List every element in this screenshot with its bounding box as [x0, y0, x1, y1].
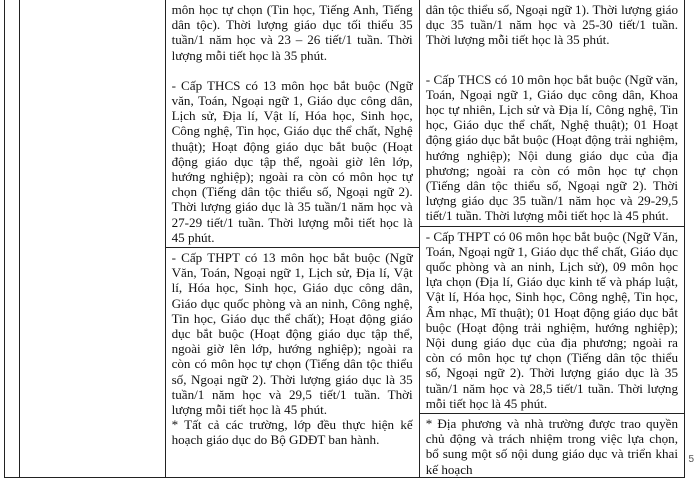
paragraph: * Địa phương và nhà trường được trao quyền chủ động và trách nhiệm trong việc lựa chọn, bổ sung một số nội dung giáo dục và triển khai kế hoạch — [425, 416, 678, 477]
category-cell — [20, 0, 165, 477]
paragraph: môn học tự chọn (Tin học, Tiếng Anh, Tiếng dân tộc). Thời lượng giáo dục tối thiểu 35 tuần/1 năm học và 23 – 26 tiết/1 tuần. Thời lượng mỗi tiết học là 35 phút. — [171, 2, 413, 63]
paragraph: - Cấp THCS có 13 môn học bắt buộc (Ngữ văn, Toán, Ngoại ngữ 1, Giáo dục công dân, Lịch sử, Địa lí, Vật lí, Hóa học, Sinh học, Công nghệ, Tin học, Giáo dục thể chất, Nghệ thuật); Hoạt động giáo dục bắt buộc (Hoạt động giáo dục tập thể, ngoài giờ lên lớp, hướng nghiệp); ngoài ra còn có môn học tự chọn (Tiếng dân tộc thiểu số, Ngoại ngữ 2). Thời lượng giáo dục là 35 tuần/1 năm học và 27-29 tiết/1 tuần. Thời lượng mỗi tiết học là 45 phút. — [171, 77, 413, 245]
index-cell — [5, 0, 20, 477]
current-program-text — [166, 0, 419, 448]
paragraph: * Tất cả các trường, lớp đều thực hiện kế hoạch giáo dục do Bộ GDĐT ban hành. — [171, 417, 413, 448]
divider — [420, 226, 684, 227]
new-program-text — [420, 0, 684, 477]
comparison-table — [4, 0, 685, 478]
divider — [166, 247, 419, 248]
paragraph: dân tộc thiểu số, Ngoại ngữ 1). Thời lượng giáo dục 35 tuần/1 năm học và 25-30 tiết/1 tuần. Thời lượng mỗi tiết học là 35 phút. — [425, 2, 678, 48]
page-number: 5 — [688, 454, 694, 465]
divider — [420, 413, 684, 414]
current-program-cell — [165, 0, 419, 477]
table-row — [5, 0, 685, 477]
paragraph: - Cấp THPT có 06 môn học bắt buộc (Ngữ Văn, Toán, Ngoại ngữ 1, Giáo dục thể chất, Giáo dục quốc phòng và an ninh, Lịch sử), 09 môn học lựa chọn (Địa lí, Giáo dục kinh tế và pháp luật, Vật lí, Hóa học, Sinh học, Công nghệ, Tin học, Âm nhạc, Mĩ thuật); 01 Hoạt động giáo dục bắt buộc (Hoạt động trải nghiệm, hướng nghiệp); Nội dung giáo dục của địa phương; ngoài ra còn có môn học tự chọn (Tiếng dân tộc thiểu số, Ngoại ngữ 2). Thời lượng giáo dục là 35 tuần/1 năm học và 28,5 tiết/1 tuần. Thời lượng mỗi tiết học là 45 phút. — [425, 228, 678, 411]
new-program-cell — [419, 0, 684, 477]
paragraph: - Cấp THPT có 13 môn học bắt buộc (Ngữ Văn, Toán, Ngoại ngữ 1, Lịch sử, Địa lí, Vật lí, Hóa học, Sinh học, Giáo dục công dân, Giáo dục quốc phòng và an ninh, Công nghệ, Tin học, Giáo dục thể chất); Hoạt động giáo dục bắt buộc (Hoạt động giáo dục tập thể, ngoài giờ lên lớp, hướng nghiệp); ngoài ra còn có môn học tự chọn (Tiếng dân tộc thiểu số, Ngoại ngữ 2). Thời lượng giáo dục là 35 tuần/1 năm học và 29,5 tiết/1 tuần. Thời lượng mỗi tiết học là 45 phút. — [171, 250, 413, 418]
paragraph: - Cấp THCS có 10 môn học bắt buộc (Ngữ văn, Toán, Ngoại ngữ 1, Giáo dục công dân, Khoa học tự nhiên, Lịch sử và Địa lí, Công nghệ, Tin học, Giáo dục thể chất, Nghệ thuật); 01 Hoạt động giáo dục bắt buộc (Hoạt động trải nghiệm, hướng nghiệp); Nội dung giáo dục của địa phương; ngoài ra còn có môn học tự chọn (Tiếng dân tộc thiểu số, Ngoại ngữ 2). Thời lượng giáo dục 35 tuần/1 năm học và 29-29,5 tiết/1 tuần. Thời lượng mỗi tiết học là 45 phút. — [425, 71, 678, 224]
